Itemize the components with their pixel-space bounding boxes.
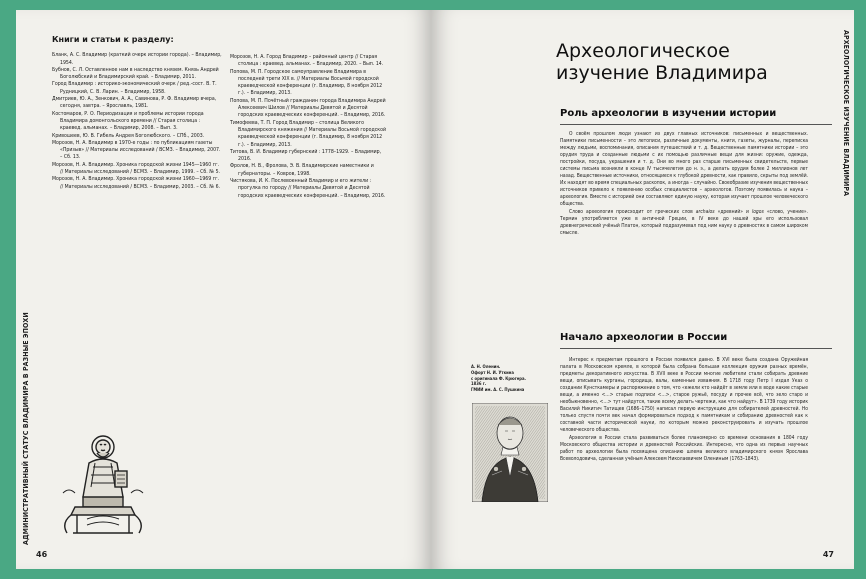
- reference-item: Морозов, Н. А. Город Владимир – районный центр // Старая столица : краевед. альманах. – Владимир, 2020. – Вып. 14.: [230, 54, 384, 68]
- saint-woodcut-icon: [53, 433, 153, 537]
- reference-item: Город Владимир : историко-экономический очерк / ред.-сост. В. Т. Рудницкий, С. В. Ларин. – Владимир, 1958.: [52, 81, 217, 95]
- p2-text-start: Слово археология происходит от греческих слов: [569, 208, 696, 215]
- reference-item: Кривошеев, Ю. В. Гибель Андрея Боголюбского. – СПб., 2003.: [52, 132, 205, 139]
- reference-item: Бубнов, С. Л. Оставленное нам в наследство князем. Князь Андрей Боголюбский и Владимирский край. – Владимир, 2011.: [52, 66, 219, 81]
- section-1-body: [560, 131, 808, 237]
- section-1-heading: Роль археологии в изучении истории: [560, 108, 777, 119]
- caption-line: с оригинала Ф. Крюгера.: [471, 375, 526, 381]
- chapter-title-line-2: изучение Владимира: [556, 62, 768, 84]
- section-2-body: [560, 357, 808, 463]
- left-running-head-text: АДМИНИСТРАТИВНЫЙ СТАТУС ВЛАДИМИРА В РАЗНЫЕ ЭПОХИ: [22, 312, 30, 545]
- reference-item: Попова, М. П. Городское самоуправление Владимира в последней трети XIX в. // Материалы Восьмой городской краеведческой конференции (г. Владимир, 8 ноября 2012 г.). – Владимир, 2013.: [230, 68, 383, 97]
- reference-item: Титова, В. И. Владимир губернский : 1778–1929. – Владимир, 2016.: [230, 148, 382, 163]
- section-2-paragraph-2: Археология в России стала развиваться более планомерно со времени основания в 1804 году Московского общества истории и древностей Российских. Интересно, что одна из первых научных работ по археологии была посвящена описанию шлема великого владимирского князя Ярослава Всеволодовича, сделанная учёным Алексеем Николаевичем Олениным (1763–1843).: [560, 434, 808, 462]
- caption-line: А. Н. Оленин.: [471, 364, 501, 369]
- reference-item: Морозов, Н. А. Владимир в 1970-е годы : по публикациям газеты «Призыв» // Материалы исследований / ВСМЗ. – Владимир, 2007. – Сб. 13.: [52, 139, 221, 161]
- references-column-1: [52, 36, 222, 191]
- section-1-rule: [560, 124, 832, 125]
- references-heading: Книги и статьи к разделу:: [52, 35, 174, 44]
- reference-item: Тимофеева, Т. П. Город Владимир – столица Великого Владимирского княжения // Материалы Восьмой городской краеведческой конференции (г. Владимир, 8 ноября 2012 г.). – Владимир, 2013.: [230, 119, 386, 148]
- page-number-left: 46: [36, 550, 48, 559]
- caption-line: Офорт Н. И. Уткина: [471, 369, 514, 375]
- p2-text-end: «слово, учение». Термин употребляется уже в античной Греции, в IV веке до нашей эры его использовал древнегреческий учёный Платон, который подразумевал под ним науку о древностях в самом широком смысле.: [560, 208, 808, 236]
- reference-item: Бланк, А. С. Владимир (краткий очерк истории города). – Владимир, 1954.: [52, 52, 222, 66]
- page-number-right: 47: [822, 550, 834, 559]
- section-1-paragraph-1: О своём прошлом люди узнают из двух главных источников: письменных и вещественных. Памятники письменности – это летописи, различные документы, книги, газеты, журналы, переписка между людьми, воспоминания, описания путешествий и т. д. Вещественные памятники истории – это орудия труда и созданные людьми с их помощью различные вещи для жизни: оружие, одежда, постройки, посуда, украшения и т. д. Они во много раз старше письменных свидетельств, первые системы письма возникли в конце IV тысячелетия до н. э., а делать орудия более 2 миллионов лет назад. Вещественные источники, относящиеся к глубокой древности, как правило, скрыты под землёй. Их находят во время специальных раскопок, а иногда – случайно. Своеобразие изучения вещественных источников привело к появлению особых специалистов – археологов. Поэтому появилась и наука – археология. Вместе с историей они составляют единую науку, которая изучает прошлое человеческого общества.: [560, 131, 808, 208]
- right-page: [431, 10, 854, 569]
- right-running-head: [834, 30, 854, 550]
- references-column-2: [230, 54, 390, 200]
- reference-item: Чистякова, И. К. Послевоенный Владимир и его жители : прогулка по городу // Материалы Девятой и Десятой городских краеведческих конференций. – Владимир, 2016.: [230, 178, 386, 199]
- left-running-head: [16, 30, 36, 550]
- section-1-paragraph-2: [560, 209, 808, 237]
- section-2-rule: [560, 348, 832, 349]
- caption-line: 1836 г.: [471, 381, 487, 387]
- chapter-title: [556, 40, 768, 84]
- olenin-etching-portrait: [472, 403, 548, 502]
- chapter-title-line-1: Археологическое: [556, 40, 730, 62]
- section-2-heading: Начало археологии в России: [560, 332, 728, 343]
- reference-item: Костомаров, Р. О. Периодизация и проблемы истории города Владимира домонгольского времени // Старая столица : краевед. альманах. – Владимир, 2008. – Вып. 3.: [52, 110, 204, 132]
- left-page: [16, 10, 431, 569]
- reference-item: Попова, М. П. Почётный гражданин города Владимира Андрей Алексеевич Шилов // Материалы Девятой и Десятой городских краеведческих конференций. – Владимир, 2016.: [230, 97, 386, 119]
- reference-item: Фролов, Н. В., Фролова, Э. В. Владимирские наместники и губернаторы. – Ковров, 1998.: [230, 163, 374, 177]
- p2-text-mid: «древний» и: [714, 208, 752, 215]
- reference-item: Морозов, Н. А. Владимир. Хроника городской жизни 1945—1960 гг. // Материалы исследований / ВСМЗ. – Владимир, 1999. – Сб. № 5.: [52, 161, 221, 176]
- section-2-paragraph-1: Интерес к предметам прошлого в России появился давно. В XVI веке была создана Оружейная палата в Московском кремле, в которой была собрана большая коллекция оружия разных времён, предметы декоративного искусства. В XVII веке в России многие любители стали собирать древние вещи, описывать курганы, городища, валы, каменные изваяния. В 1718 году Петр I издал Указ о создании Кунсткамеры и распоряжение о том, что «ежели кто найдёт в земле или в воде какие старые вещи, а именно <…> старые подписи <…>, старое ружьё, посуду и прочее всё, что зело старо и необыкновенно, <…> тут найдутся, такие всему делать чертежи, как что найдут». В 1739 году историк Василий Никитич Татищев (1686–1750) написал первую инструкцию для собирателей древностей. Но только спустя почти век начал формироваться подход к памятникам и собиранию древностей как к составной части исторической науки, по которым можно реконструировать и изучать прошлое человеческого общества.: [560, 357, 808, 434]
- portrait-caption: [471, 364, 541, 393]
- reference-item: Дмитриев, Ю. А., Зенкович, А. А., Савинова, Р. Ф. Владимир вчера, сегодня, завтра. – Ярославль, 1981.: [52, 96, 217, 110]
- caption-line: ГМИИ им. А. С. Пушкина: [471, 387, 525, 393]
- right-running-head-text: АРХЕОЛОГИЧЕСКОЕ ИЗУЧЕНИЕ ВЛАДИМИРА: [842, 30, 850, 197]
- p2-greek-word-2: logos: [751, 208, 764, 215]
- reference-item: Морозов, Н. А. Владимир. Хроника городской жизни 1960—1969 гг. // Материалы исследований / ВСМЗ. – Владимир, 2003. – Сб. № 6.: [52, 176, 221, 190]
- p2-greek-word-1: archaios: [695, 208, 715, 215]
